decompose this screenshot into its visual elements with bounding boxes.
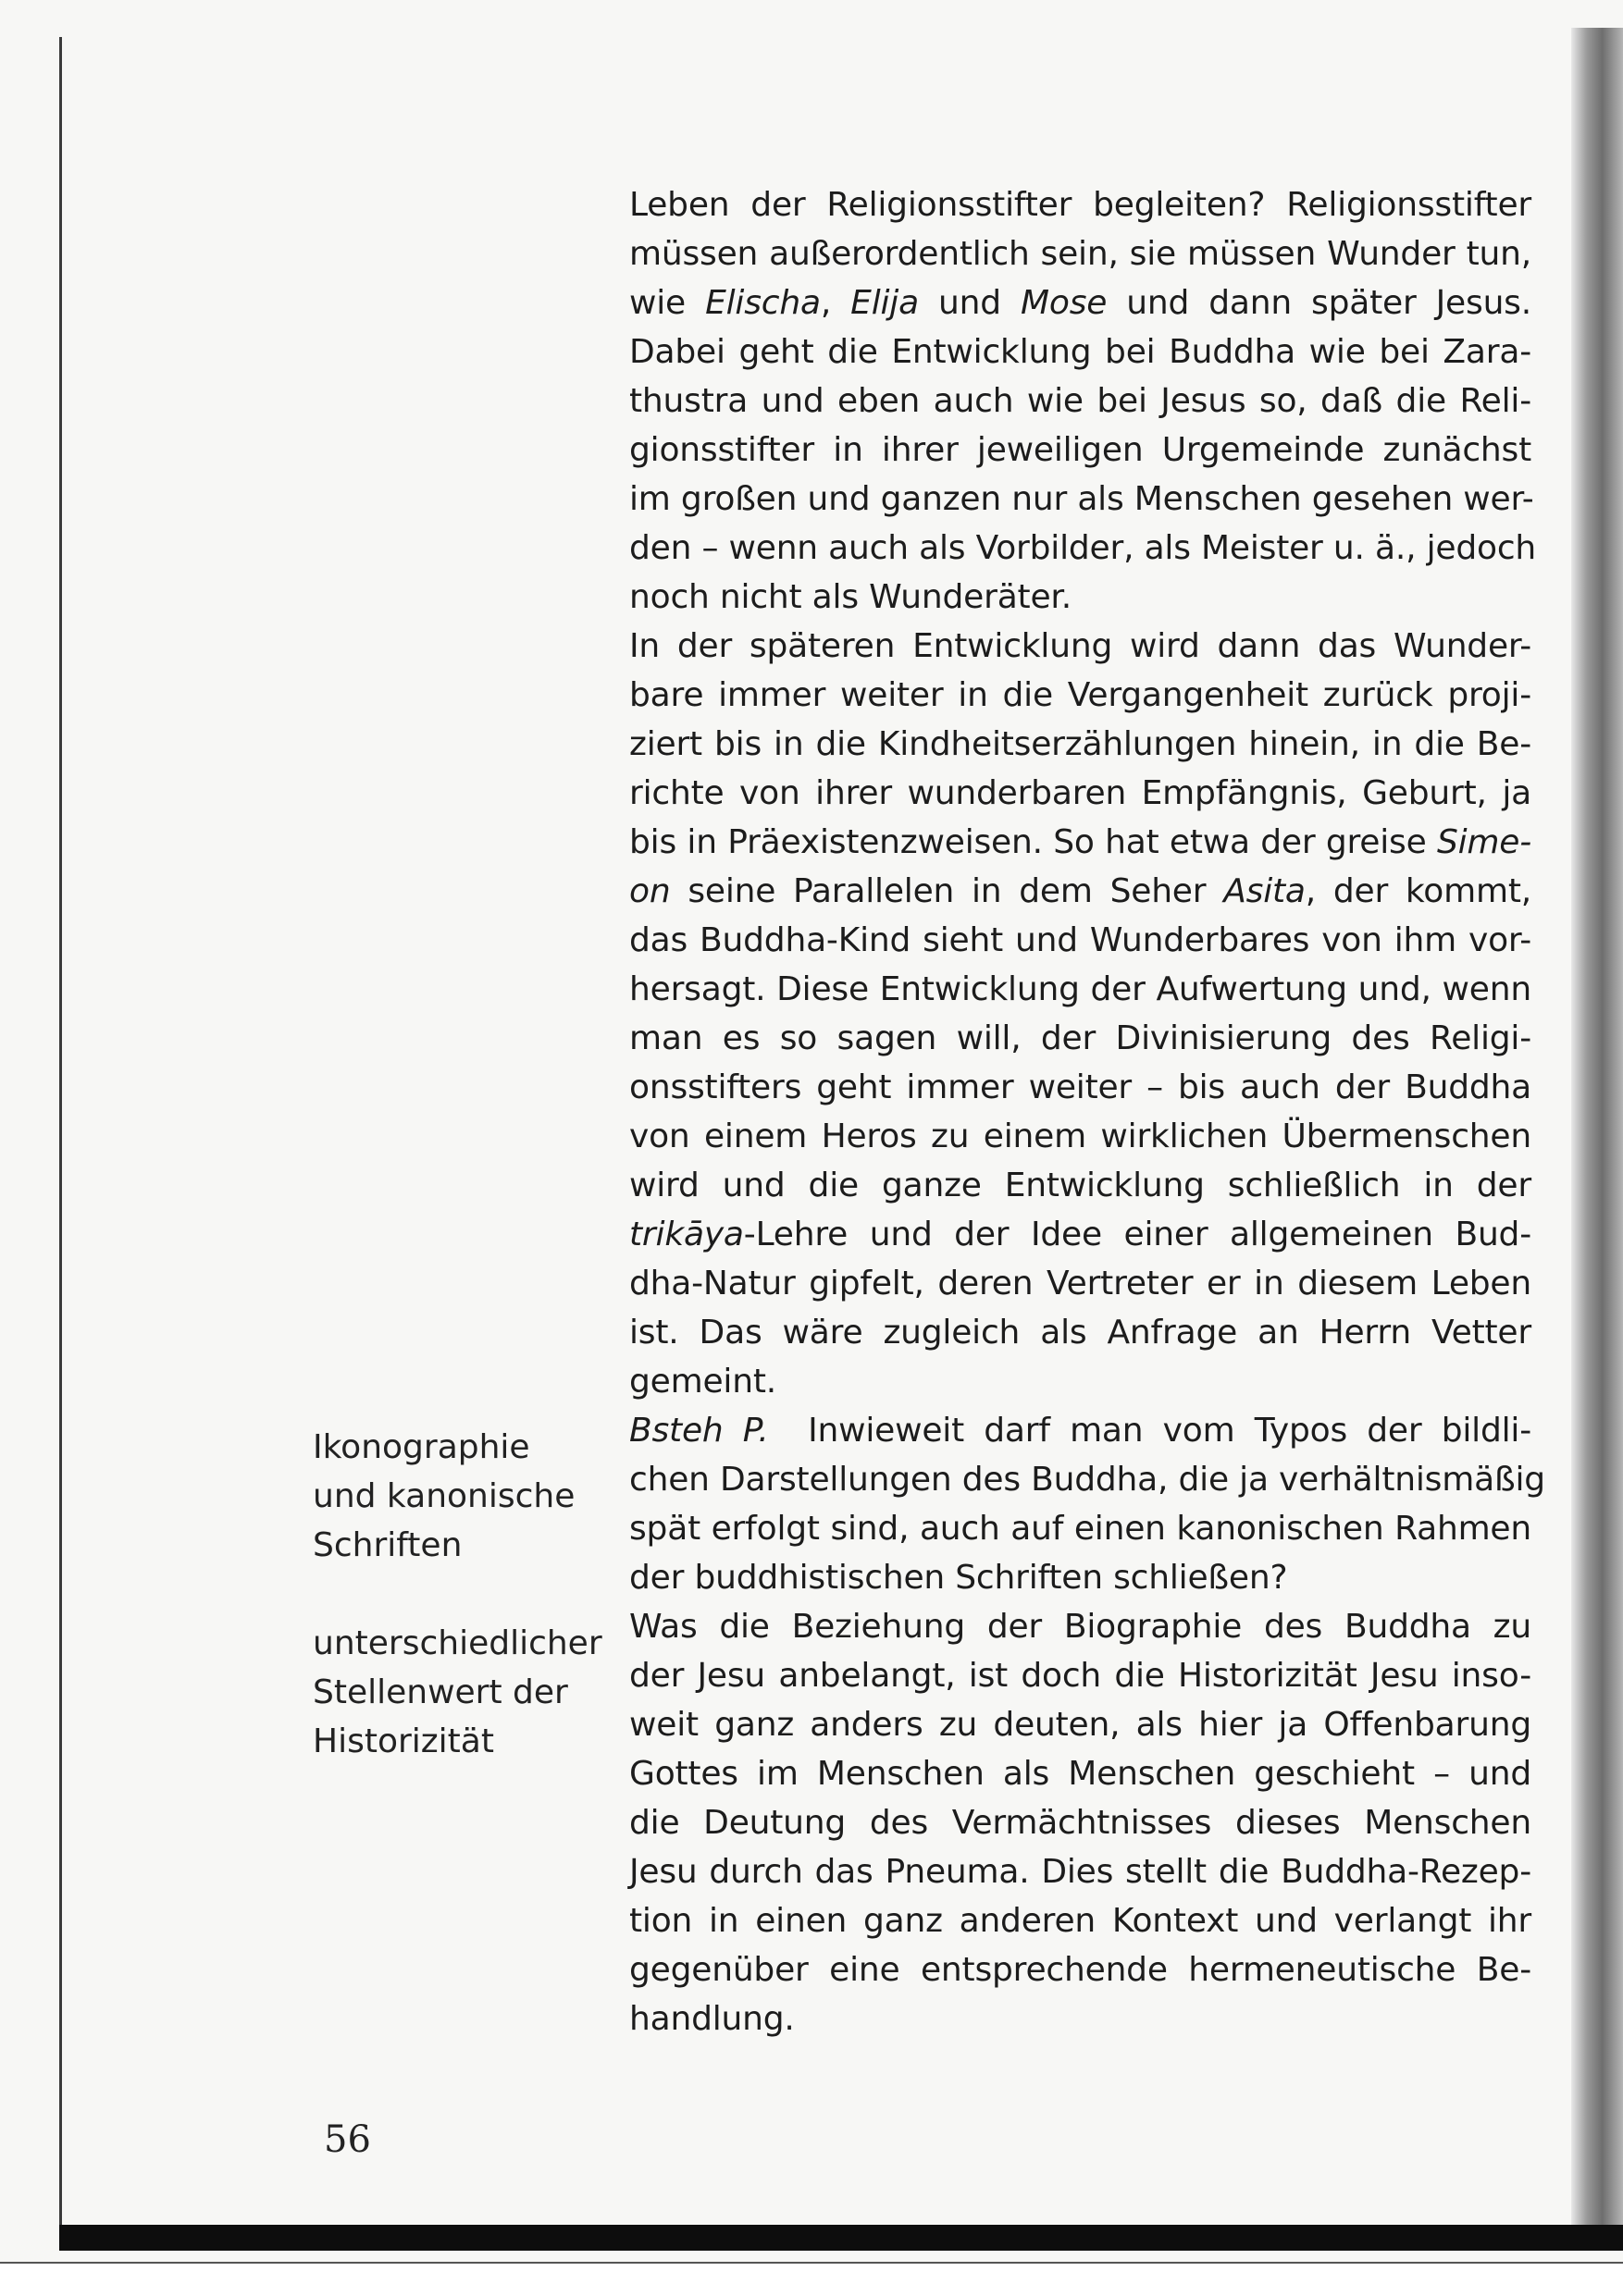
name-simeon: Sime- bbox=[1436, 823, 1531, 861]
binding-edge bbox=[59, 37, 62, 2229]
text-line: müssen außerordentlich sein, sie müssen Wunder tun, bbox=[629, 235, 1531, 273]
text-line: von einem Heros zu einem wirklichen Übermenschen bbox=[629, 1117, 1531, 1155]
text-line: im großen und ganzen nur als Menschen gesehen wer- bbox=[629, 480, 1534, 518]
text-line: gionsstifter in ihrer jeweiligen Urgemeinde zunächst bbox=[629, 431, 1531, 469]
text-line: In der späteren Entwicklung wird dann das Wunder- bbox=[629, 627, 1531, 665]
text-line: gegenüber eine entsprechende hermeneutische Be- bbox=[629, 1951, 1531, 1989]
text-line: das Buddha-Kind sieht und Wunderbares von ihm vor- bbox=[629, 921, 1531, 959]
text-line: bare immer weiter in die Vergangenheit zurück proji- bbox=[629, 676, 1531, 714]
text-span: und bbox=[918, 284, 1022, 322]
margin-note-line: Schriften bbox=[313, 1526, 463, 1564]
text-line: noch nicht als Wunderäter. bbox=[629, 578, 1072, 616]
margin-note-line: Historizität bbox=[313, 1722, 494, 1760]
text-line: ist. Das wäre zugleich als Anfrage an Herrn Vetter bbox=[629, 1314, 1531, 1352]
text-line: gemeint. bbox=[629, 1363, 776, 1401]
text-line: handlung. bbox=[629, 2000, 795, 2038]
text-line: chen Darstellungen des Buddha, die ja verhältnismäßig bbox=[629, 1461, 1545, 1499]
text-line: thustra und eben auch wie bei Jesus so, daß die Reli- bbox=[629, 382, 1531, 420]
margin-note-line: Stellenwert der bbox=[313, 1673, 568, 1711]
text-line: onsstifters geht immer weiter – bis auch der Buddha bbox=[629, 1068, 1531, 1106]
page-number: 56 bbox=[324, 2118, 371, 2161]
term-trikaya: trikāya bbox=[629, 1216, 744, 1253]
text-span: wie bbox=[629, 284, 706, 322]
text-line: den – wenn auch als Vorbilder, als Meister u. ä., jedoch bbox=[629, 529, 1537, 567]
text-line: weit ganz anders zu deuten, als hier ja Offenbarung bbox=[629, 1706, 1531, 1744]
text-line bbox=[629, 1406, 1531, 1455]
margin-note-historicity bbox=[313, 1619, 609, 1766]
text-line: der buddhistischen Schriften schließen? bbox=[629, 1559, 1288, 1597]
text-line: hersagt. Diese Entwicklung der Aufwertung und, wenn bbox=[629, 970, 1531, 1008]
name-mose: Mose bbox=[1021, 284, 1108, 322]
text-line: tion in einen ganz anderen Kontext und verlangt ihr bbox=[629, 1902, 1531, 1940]
text-line bbox=[629, 1210, 1531, 1259]
speaker-name: Bsteh P. bbox=[629, 1412, 769, 1450]
text-line bbox=[629, 867, 1531, 916]
margin-note-line: unterschiedlicher bbox=[313, 1624, 602, 1662]
text-span: bis in Präexistenzweisen. So hat etwa der greise bbox=[629, 823, 1437, 861]
name-asita: Asita bbox=[1223, 872, 1306, 910]
text-span: seine Parallelen in dem Seher bbox=[688, 872, 1224, 910]
scan-bottom-strip bbox=[0, 2262, 1623, 2296]
text-line: der Jesu anbelangt, ist doch die Historizität Jesu inso- bbox=[629, 1657, 1531, 1695]
text-line: spät erfolgt sind, auch auf einen kanonischen Rahmen bbox=[629, 1510, 1531, 1548]
text-line: Gottes im Menschen als Menschen geschieht – und bbox=[629, 1755, 1531, 1793]
name-simeon-cont: on bbox=[629, 872, 671, 910]
text-line: richte von ihrer wunderbaren Empfängnis, Geburt, ja bbox=[629, 774, 1531, 812]
text-span: , bbox=[820, 284, 851, 322]
text-line: Jesu durch das Pneuma. Dies stellt die Buddha-Rezep- bbox=[629, 1853, 1531, 1891]
text-line: Dabei geht die Entwicklung bei Buddha wie bei Zara- bbox=[629, 333, 1531, 371]
scan-bottom-bar bbox=[59, 2225, 1623, 2251]
text-line bbox=[629, 818, 1531, 867]
text-line: wird und die ganze Entwicklung schließlich in der bbox=[629, 1167, 1531, 1204]
text-line: Was die Beziehung der Biographie des Buddha zu bbox=[629, 1608, 1531, 1646]
text-span: Inwieweit darf man vom Typos der bildli- bbox=[808, 1412, 1531, 1450]
text-line: die Deutung des Vermächtnisses dieses Menschen bbox=[629, 1804, 1531, 1842]
text-line: ziert bis in die Kindheitserzählungen hinein, in die Be- bbox=[629, 725, 1531, 763]
margin-note-line: und kanonische bbox=[313, 1477, 576, 1515]
text-line: man es so sagen will, der Divinisierung des Religi- bbox=[629, 1019, 1531, 1057]
text-span: und dann später Jesus. bbox=[1107, 284, 1531, 322]
scan-gutter bbox=[1571, 28, 1623, 2248]
name-elischa: Elischa bbox=[705, 284, 821, 322]
text-span: , der kommt, bbox=[1305, 872, 1532, 910]
margin-note-iconography bbox=[313, 1423, 609, 1570]
text-span: -Lehre und der Idee einer allgemeinen Bud- bbox=[743, 1216, 1531, 1253]
text-line bbox=[629, 278, 1531, 327]
text-line: dha-Natur gipfelt, deren Vertreter er in diesem Leben bbox=[629, 1265, 1531, 1302]
name-elija: Elija bbox=[850, 284, 919, 322]
margin-note-line: Ikonographie bbox=[313, 1428, 530, 1466]
body-text bbox=[629, 180, 1545, 2043]
text-line: Leben der Religionsstifter begleiten? Religionsstifter bbox=[629, 186, 1531, 224]
